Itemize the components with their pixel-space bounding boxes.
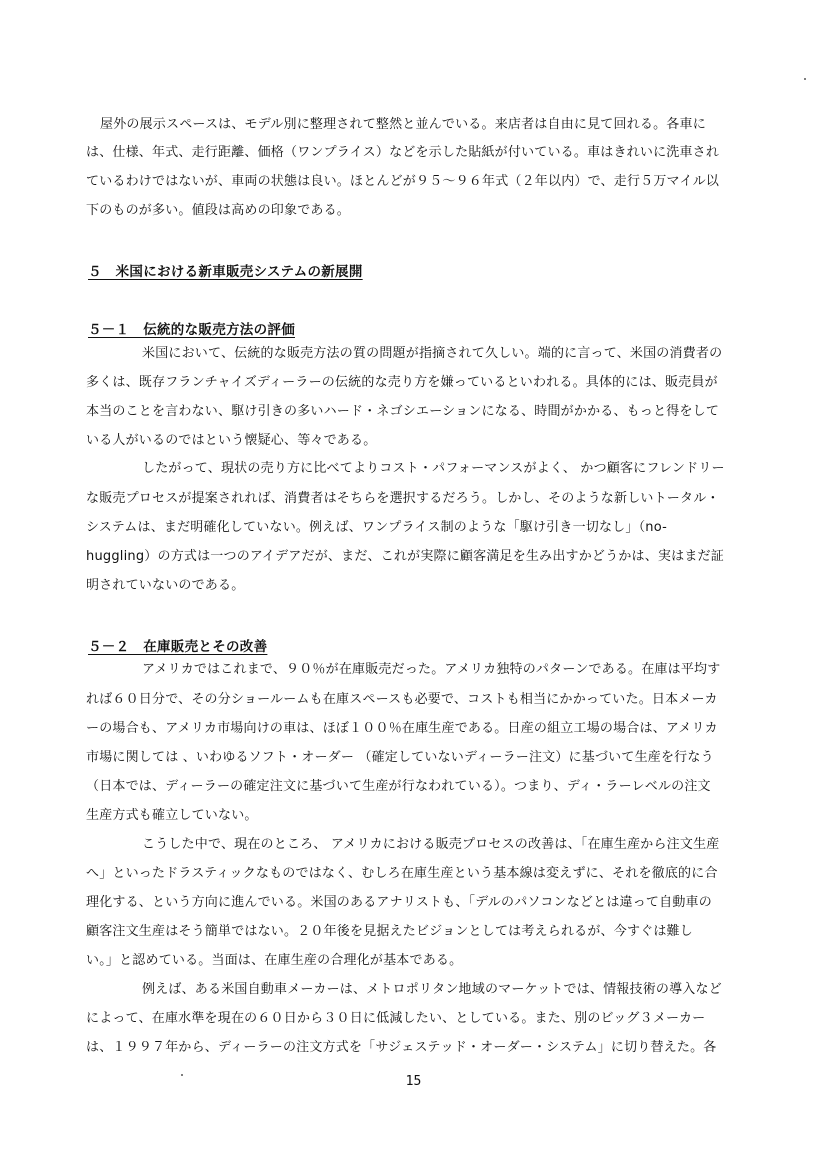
body-text-line: な販売プロセスが提案されれば、消費者はそちらを選択するだろう。しかし、そのような新しいトータル・ <box>86 491 720 506</box>
page-number: 15 <box>405 1074 422 1089</box>
section-heading: ５ 米国における新車販売システムの新展開 <box>88 264 363 280</box>
body-text-line: ーの場合も、アメリカ市場向けの車は、ほぼ１００％在庫生産である。日産の組立工場の場合は、アメリカ <box>86 721 718 736</box>
subsection-heading: ５－１ 伝統的な販売方法の評価 <box>88 322 295 338</box>
body-text-line: 屋外の展示スペースは、モデル別に整理されて整然と並んでいる。来店者は自由に見て回れる。各車に <box>100 117 706 132</box>
subsection-heading: ５－２ 在庫販売とその改善 <box>88 639 268 655</box>
body-text-line: によって、在庫水準を現在の６０日から３０日に低減したい、としている。また、別のビッグ３メーカー <box>86 1011 706 1026</box>
body-text-line: は、１９９７年から、ディーラーの注文方式を「サジェステッド・オーダー・システム」に切り替えた。各 <box>86 1040 717 1055</box>
body-text-line: 市場に関しては 、いわゆるソフト・オーダー （確定していないディーラー注文）に基づいて生産を行なう <box>86 750 714 765</box>
body-text-line: システムは、まだ明確化していない。例えば、ワンプライス制のような「駆け引き一切なし」（no- <box>86 520 668 535</box>
body-text-line: 多くは、既存フランチャイズディーラーの伝統的な売り方を嫌っているといわれる。具体的には、販売員が <box>86 375 718 390</box>
body-text-line: こうした中で、現在のところ、 アメリカにおける販売プロセスの改善は、「在庫生産から注文生産 <box>142 837 720 852</box>
body-text-line: アメリカではこれまで、９０％が在庫販売だった。アメリカ独特のパターンである。在庫は平均す <box>142 662 721 677</box>
body-text-line: 米国において、伝統的な販売方法の質の問題が指摘されて久しい。端的に言って、米国の消費者の <box>142 346 723 361</box>
body-text-line: 顧客注文生産はそう簡単ではない。２０年後を見据えたビジョンとしては考えられるが、今すぐは難し <box>86 924 693 939</box>
body-text-line: 理化する、という方向に進んでいる。米国のあるアナリストも、「デルのパソコンなどとは違って自動車の <box>86 895 712 910</box>
body-text-line: 下のものが多い。値段は高めの印象である。 <box>86 203 351 218</box>
body-text-line: 例えば、ある米国自動車メーカーは、メトロポリタン地域のマーケットでは、情報技術の導入など <box>142 982 722 997</box>
body-text-line: へ」といったドラスティックなものではなく、むしろ在庫生産という基本線は変えずに、それを徹底的に合 <box>86 866 718 881</box>
body-text-line: （日本では、ディーラーの確定注文に基づいて生産が行なわれている）。つまり、ディ・ラーレベルの注文 <box>86 779 711 794</box>
body-text-line: れば６０日分で、その分ショールームも在庫スペースも必要で、コストも相当にかかっていた。日本メーカ <box>86 692 718 707</box>
body-text-line: したがって、現状の売り方に比べてよりコスト・パフォーマンスがよく、 かつ顧客にフレンドリー <box>142 461 725 476</box>
body-text-line: いる人がいるのではという懐疑心、等々である。 <box>86 433 377 448</box>
scan-speck <box>804 78 806 80</box>
body-text-line: 明されていないのである。 <box>86 578 245 593</box>
scan-speck <box>181 1074 183 1076</box>
body-text-line: い。」と認めている。当面は、在庫生産の合理化が基本である。 <box>86 953 463 968</box>
body-text-line: は、仕様、年式、走行距離、価格（ワンプライス）などを示した貼紙が付いている。車はきれいに洗車され <box>86 145 720 160</box>
body-text-line: 生産方式も確立していない。 <box>86 808 258 823</box>
body-text-line: ているわけではないが、車両の状態は良い。ほとんどが９５～９６年式（２年以内）で、走行５万マイル以 <box>86 174 720 189</box>
body-text-line: 本当のことを言わない、駆け引きの多いハード・ネゴシエーションになる、時間がかかる、もっと得をして <box>86 404 720 419</box>
body-text-line: huggling）の方式は一つのアイデアだが、まだ、これが実際に顧客満足を生み出すかどうかは、実はまだ証 <box>86 549 724 564</box>
